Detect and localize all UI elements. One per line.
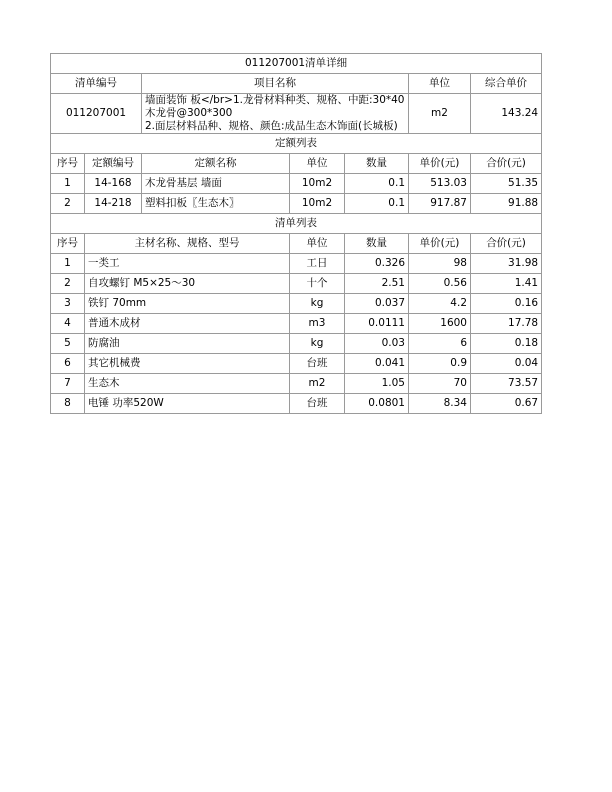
quota-header-name: 定额名称: [142, 154, 290, 174]
material-row: [51, 374, 542, 394]
quota-name: 塑料扣板〖生态木〗: [142, 194, 290, 214]
quota-section-title: 定额列表: [51, 134, 542, 154]
material-row: [51, 354, 542, 374]
quota-row: [51, 194, 542, 214]
material-name: 生态木: [85, 374, 290, 394]
material-total: 0.67: [471, 394, 542, 414]
quota-header-unit: 单位: [290, 154, 345, 174]
quota-header-code: 定额编号: [85, 154, 142, 174]
material-header-qty: 数量: [345, 234, 409, 254]
bill-header-row: [51, 74, 542, 94]
material-index: 1: [51, 254, 85, 274]
material-name: 一类工: [85, 254, 290, 274]
material-qty: 0.326: [345, 254, 409, 274]
material-row: [51, 334, 542, 354]
quota-header-total: 合价(元): [471, 154, 542, 174]
material-unit: 台班: [290, 394, 345, 414]
quota-header-qty: 数量: [345, 154, 409, 174]
bill-code-header: 清单编号: [51, 74, 142, 94]
quota-unit-price: 917.87: [409, 194, 471, 214]
material-qty: 2.51: [345, 274, 409, 294]
quota-unit: 10m2: [290, 194, 345, 214]
material-unit: 工日: [290, 254, 345, 274]
material-header-row: [51, 234, 542, 254]
material-qty: 0.0111: [345, 314, 409, 334]
material-header-unit-price: 单价(元): [409, 234, 471, 254]
material-unit: kg: [290, 334, 345, 354]
quota-name: 木龙骨基层 墙面: [142, 174, 290, 194]
material-index: 8: [51, 394, 85, 414]
material-index: 4: [51, 314, 85, 334]
material-unit-price: 0.56: [409, 274, 471, 294]
bill-detail-table: [50, 53, 542, 414]
material-total: 0.16: [471, 294, 542, 314]
quota-total: 91.88: [471, 194, 542, 214]
material-name: 铁钉 70mm: [85, 294, 290, 314]
material-index: 6: [51, 354, 85, 374]
material-qty: 0.037: [345, 294, 409, 314]
material-qty: 0.03: [345, 334, 409, 354]
material-total: 17.78: [471, 314, 542, 334]
material-qty: 0.0801: [345, 394, 409, 414]
quota-code: 14-218: [85, 194, 142, 214]
material-unit-price: 98: [409, 254, 471, 274]
material-qty: 0.041: [345, 354, 409, 374]
bill-row: [51, 94, 542, 134]
material-unit-price: 1600: [409, 314, 471, 334]
material-total: 31.98: [471, 254, 542, 274]
bill-price: 143.24: [471, 94, 542, 134]
material-row: [51, 314, 542, 334]
material-total: 0.04: [471, 354, 542, 374]
material-unit: 十个: [290, 274, 345, 294]
quota-unit-price: 513.03: [409, 174, 471, 194]
quota-total: 51.35: [471, 174, 542, 194]
material-section-row: [51, 214, 542, 234]
material-name: 普通木成材: [85, 314, 290, 334]
material-unit-price: 0.9: [409, 354, 471, 374]
quota-qty: 0.1: [345, 194, 409, 214]
bill-unit: m2: [409, 94, 471, 134]
bill-price-header: 综合单价: [471, 74, 542, 94]
quota-row: [51, 174, 542, 194]
material-row: [51, 274, 542, 294]
bill-name: 墙面装饰 板</br>1.龙骨材料种类、规格、中距:30*40木龙骨@300*300 2.面层材料品种、规格、颜色:成品生态木饰面(长城板): [142, 94, 409, 134]
material-header-name: 主材名称、规格、型号: [85, 234, 290, 254]
material-row: [51, 394, 542, 414]
material-name: 防腐油: [85, 334, 290, 354]
material-index: 5: [51, 334, 85, 354]
material-unit-price: 6: [409, 334, 471, 354]
bill-unit-header: 单位: [409, 74, 471, 94]
material-unit: m2: [290, 374, 345, 394]
material-name: 自攻螺钉 M5×25～30: [85, 274, 290, 294]
material-header-index: 序号: [51, 234, 85, 254]
material-header-total: 合价(元): [471, 234, 542, 254]
material-row: [51, 294, 542, 314]
quota-code: 14-168: [85, 174, 142, 194]
material-qty: 1.05: [345, 374, 409, 394]
quota-qty: 0.1: [345, 174, 409, 194]
bill-name-header: 项目名称: [142, 74, 409, 94]
quota-unit: 10m2: [290, 174, 345, 194]
material-unit: kg: [290, 294, 345, 314]
sheet-title: 011207001清单详细: [51, 54, 542, 74]
quota-index: 1: [51, 174, 85, 194]
title-row: [51, 54, 542, 74]
material-unit: 台班: [290, 354, 345, 374]
material-index: 7: [51, 374, 85, 394]
quota-index: 2: [51, 194, 85, 214]
quota-header-unit-price: 单价(元): [409, 154, 471, 174]
material-header-unit: 单位: [290, 234, 345, 254]
quota-section-row: [51, 134, 542, 154]
material-total: 73.57: [471, 374, 542, 394]
material-total: 1.41: [471, 274, 542, 294]
material-index: 3: [51, 294, 85, 314]
material-unit: m3: [290, 314, 345, 334]
material-name: 电锤 功率520W: [85, 394, 290, 414]
material-name: 其它机械费: [85, 354, 290, 374]
material-unit-price: 4.2: [409, 294, 471, 314]
quota-header-index: 序号: [51, 154, 85, 174]
material-total: 0.18: [471, 334, 542, 354]
material-section-title: 清单列表: [51, 214, 542, 234]
quota-header-row: [51, 154, 542, 174]
bill-code: 011207001: [51, 94, 142, 134]
material-row: [51, 254, 542, 274]
material-index: 2: [51, 274, 85, 294]
material-unit-price: 8.34: [409, 394, 471, 414]
material-unit-price: 70: [409, 374, 471, 394]
